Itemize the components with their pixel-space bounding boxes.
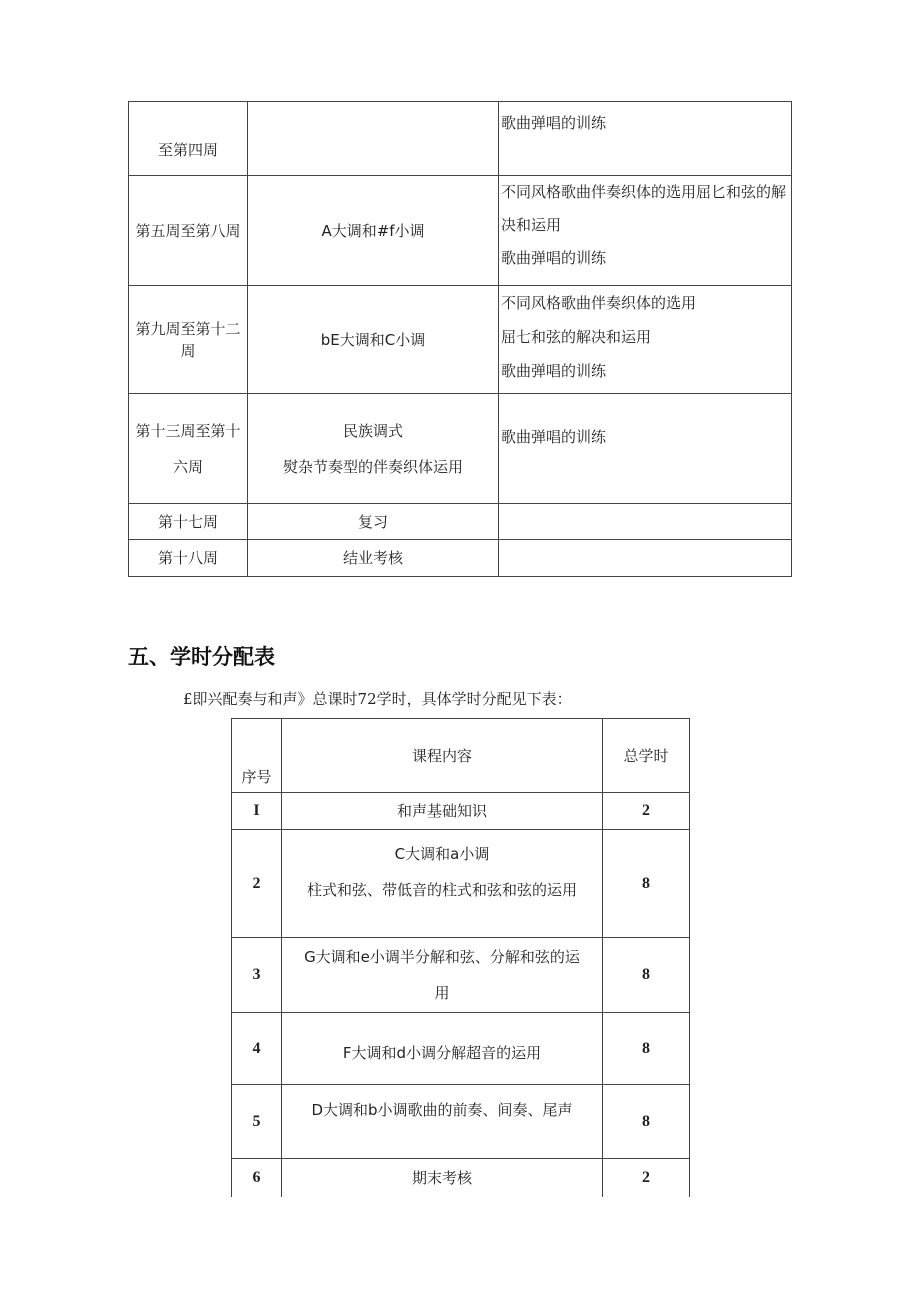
- content-line: D大调和b小调歌曲的前奏、间奏、尾声: [311, 1101, 573, 1119]
- content-cell: [282, 1085, 603, 1159]
- content-line: 用: [434, 984, 450, 1002]
- practice-cell: [499, 394, 792, 504]
- topic-cell: [248, 394, 499, 504]
- practice-line: 歌曲弹唱的训练: [501, 362, 607, 380]
- content-cell: [282, 1013, 603, 1085]
- content-cell: [282, 793, 603, 830]
- topic-line: 结业考核: [342, 549, 403, 567]
- table-row: [232, 938, 690, 1013]
- topic-cell: [248, 540, 499, 577]
- content-line: F大调和d小调分解超音的运用: [342, 1043, 542, 1062]
- practice-cell: [499, 540, 792, 577]
- seq-cell: 3: [232, 938, 282, 1013]
- table-row: [232, 1159, 690, 1197]
- practice-line: 歌曲弹唱的训练: [501, 428, 607, 446]
- table-row: [129, 286, 792, 394]
- table-row: [129, 176, 792, 286]
- topic-cell: [248, 504, 499, 540]
- practice-cell: [499, 286, 792, 394]
- table-row: [232, 1085, 690, 1159]
- topic-line: bE大调和C小调: [320, 330, 426, 349]
- table-header-row: [232, 719, 690, 793]
- seq-cell: 5: [232, 1085, 282, 1159]
- content-line: C大调和a小调: [394, 845, 490, 863]
- content-cell: [282, 1159, 603, 1197]
- seq-cell: I: [232, 793, 282, 830]
- practice-line: 歌曲弹唱的训练: [501, 114, 607, 132]
- topic-cell: [248, 176, 499, 286]
- content-line: G大调和e小调半分解和弦、分解和弦的运: [304, 948, 580, 966]
- topic-cell: [248, 286, 499, 394]
- week-cell: 至第四周: [129, 102, 248, 176]
- practice-line: 屈七和弦的解决和运用: [501, 328, 652, 346]
- table-row: [129, 504, 792, 540]
- content-line: 期末考核: [411, 1168, 472, 1187]
- table-row: [232, 1013, 690, 1085]
- hours-cell: 8: [603, 1085, 690, 1159]
- section-heading: 五、学时分配表: [128, 645, 275, 669]
- header-seq: 序号: [232, 719, 282, 793]
- weekly-schedule-table: [128, 101, 792, 577]
- content-cell: [282, 938, 603, 1013]
- topic-line: 复习: [357, 512, 388, 531]
- topic-line: 民族调式: [342, 421, 403, 440]
- week-cell: 第十三周至第十六周: [129, 394, 248, 504]
- content-cell: [282, 830, 603, 938]
- practice-cell: [499, 102, 792, 176]
- table-row: [129, 540, 792, 577]
- hours-allocation-table: [231, 718, 690, 1197]
- hours-cell: 8: [603, 830, 690, 938]
- topic-line: 熨杂节奏型的伴奏织体运用: [282, 457, 463, 476]
- table-row: [129, 394, 792, 504]
- seq-cell: 2: [232, 830, 282, 938]
- section-intro: £即兴配奏与和声》总课时72学时，具体学时分配见下表：: [183, 690, 572, 708]
- seq-cell: 6: [232, 1159, 282, 1197]
- week-cell: 第十八周: [129, 540, 248, 577]
- practice-line: 不同风格歌曲伴奏织体的选用屈匕和弦的解决和运用: [501, 183, 787, 234]
- header-content: 课程内容: [282, 719, 603, 793]
- header-hours: 总学时: [603, 719, 690, 793]
- hours-cell: 2: [603, 1159, 690, 1197]
- content-line: 柱式和弦、带低音的柱式和弦和弦的运用: [306, 881, 577, 899]
- hours-cell: 8: [603, 938, 690, 1013]
- practice-line: 歌曲弹唱的训练: [501, 249, 607, 267]
- hours-cell: 8: [603, 1013, 690, 1085]
- seq-cell: 4: [232, 1013, 282, 1085]
- table-row: [232, 793, 690, 830]
- practice-line: 不同风格歌曲伴奏织体的选用: [501, 294, 697, 312]
- practice-cell: [499, 176, 792, 286]
- topic-cell: [248, 102, 499, 176]
- hours-cell: 2: [603, 793, 690, 830]
- content-line: 和声基础知识: [396, 802, 487, 820]
- table-row: [232, 830, 690, 938]
- week-cell: 第五周至第八周: [129, 176, 248, 286]
- week-cell: 第九周至第十二周: [129, 286, 248, 394]
- table-row: [129, 102, 792, 176]
- topic-line: A大调和#f小调: [321, 221, 425, 240]
- week-cell: 第十七周: [129, 504, 248, 540]
- practice-cell: [499, 504, 792, 540]
